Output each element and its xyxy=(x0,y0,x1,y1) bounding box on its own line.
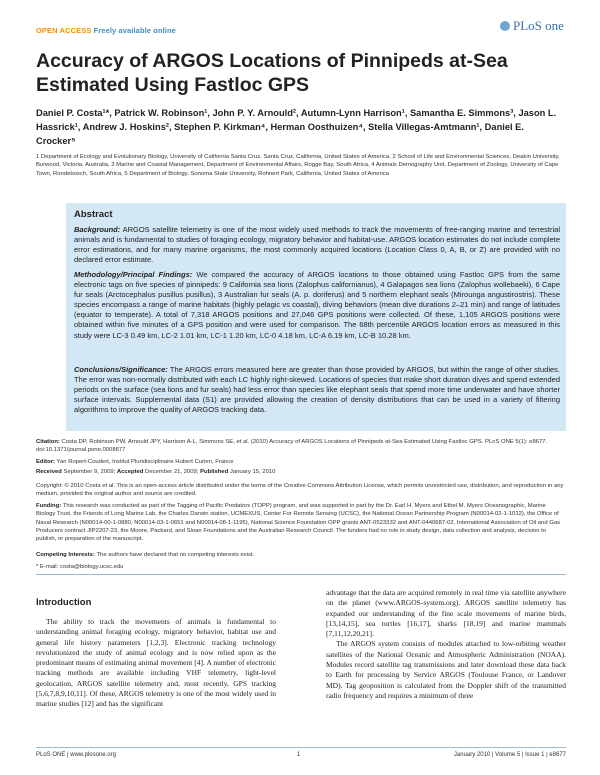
conclusions-text: The ARGOS errors measured here are greater than those provided by ARGOS, but within the range of other studies. The error was non-normally distributed with each LC highly right-skewed. Locations of species that make short duration dives and spend extended periods on the surface (sea lions and fur seals) had less error than species like elephant seals that spend more time underwater and have shorter surface intervals. Supplemental data (S1) are provided allowing the creation of density distributions that can be used in a variety of filtering algorithms to improve the quality of ARGOS tracking data. xyxy=(74,365,560,415)
introduction-heading: Introduction xyxy=(36,597,92,608)
intro-paragraph-continued: advantage that the data are acquired remotely in real time via satellite anywhere on the planet (www.ARGOS-system.org). ARGOS satellite telemetry has expanded our understanding of the fine scale movements of marine birds, [13,14,15], sea turtles [16,17], sharks [18,19] and marine mammals [7,11,12,20,21]. xyxy=(326,588,566,639)
open-access-banner xyxy=(36,26,176,35)
intro-column-left: The ability to track the movements of animals is fundamental to understanding animal foraging ecology, migratory behavior, habitat use and general life history parameters [1,2,3]. Electronic tracking technology revolutionized the study of animal ecology and is now relied upon as the predominant means of estimating animal movement [4]. A number of electronic tracking methods are available including VHF telemetry, light-level geolocation, ARGOS satellite telemetry and, most recently, GPS tracking [5,6,7,8,9,10,11]. Of these, ARGOS telemetry is one of the most widely used in marine studies [12] and has the significant xyxy=(36,617,276,709)
page-number: 1 xyxy=(297,752,301,758)
methods-text: We compared the accuracy of ARGOS locations to those obtained using Fastloc GPS from the same electronic tags on five species of pinnipeds: 9 California sea lions (Zalophus californianus), 4 Galapagos sea lions (Zalophus wollebaeki), 6 Cape fur seals (Arctocephalus pusillus pusillus), 3 Australian fur seals (A. p. doriferus) and 5 northern elephant seals (Mirounga angustirostris). These species encompass a range of marine habitats (highly pelagic vs coastal), diving behaviors (mean dive durations 2–21 min) and range of latitudes (equator to temperate). A total of 7,318 ARGOS positions and 27,046 GPS positions were collected. Of these, 1,105 ARGOS positions were obtained within five minutes of a GPS position and were used for comparison. The 68th percentile ARGOS location errors as measured in this study were LC-3 0.49 km, LC-2 1.01 km, LC-1 1.20 km, LC-0 4.18 km, LC-A 6.19 km, LC-B 10.28 km. xyxy=(74,270,561,340)
divider xyxy=(36,574,566,575)
editor-label: Editor: xyxy=(36,459,55,465)
intro-column-right xyxy=(326,588,566,701)
editor xyxy=(36,458,566,466)
editor-text: Yan Ropert-Coudert, Institut Pluridisciplinaire Hubert Curien, France xyxy=(54,459,234,465)
citation xyxy=(36,438,566,455)
dates xyxy=(36,468,566,476)
received-date: September 9, 2009; xyxy=(61,469,117,475)
funding-text: This research was conducted as part of the Tagging of Pacific Predators (TOPP) program, and was supported in part by the Dr. Earl H. Myers and Ethel M. Myers Oceanographic, Marine Biology Trust, the Friends of Long Marine Lab, the Charles Darwin station, UCMEXUS, Center For Remote Sensing (UCSC), the National Ocean Partnership Program (N00014-02-1-1012), the Office of Naval Research (N00014-00-1-0880, N00014-03-1-0651 and N00014-08-1-1195), National Science Foundation OPP grants ANT-0523332 and ANT-0440687-02, International Association of Oil and Gas Producers contract JIP2207-23, the Moore, Packard, and Sloan Foundations and the Australian Research Council. The funders had no role in study design, data collection and analysis, decision to publish, or preparation of the manuscript. xyxy=(36,503,561,543)
background-text: ARGOS satellite telemetry is one of the most widely used methods to track the movements of free-ranging marine and terrestrial animals and is fundamental to studies of foraging ecology, migratory behavior and habitat-use. ARGOS location estimates do not include complete error estimations, and for many marine organisms, the most commonly acquired locations (Location Class 0, A, B, or Z) are provided with no declared error estimate. xyxy=(74,225,560,265)
logo-dot-icon xyxy=(500,21,510,31)
abstract-heading: Abstract xyxy=(74,209,113,220)
citation-label: Citation: xyxy=(36,439,60,445)
accepted-date: December 21, 2009; xyxy=(143,469,201,475)
footer-journal: PLoS ONE | www.plosone.org xyxy=(36,752,116,758)
open-label: OPEN xyxy=(36,26,58,35)
plos-one-logo xyxy=(500,18,564,34)
footer-divider xyxy=(36,747,566,748)
competing-label: Competing Interests: xyxy=(36,552,95,558)
accepted-label: Accepted xyxy=(116,469,144,475)
free-available-label: Freely available online xyxy=(93,26,176,35)
published-date: January 15, 2010 xyxy=(228,469,276,475)
author-list: Daniel P. Costa¹*, Patrick W. Robinson¹, John P. Y. Arnould², Autumn-Lynn Harrison¹, Samantha E. Simmons³, Jason L. Hassrick¹, Andrew J. Hoskins², Stephen P. Kirkman⁴, Herman Oosthuizen⁴, Stella Villegas-Amtmann¹, Daniel E. Crocker⁵ xyxy=(36,108,557,146)
logo-text: PLoS one xyxy=(513,18,564,33)
funding xyxy=(36,502,566,543)
methods-label: Methodology/Principal Findings: xyxy=(74,270,193,279)
abstract-background xyxy=(74,225,560,265)
intro-paragraph-argos: The ARGOS system consists of modules attached to low-orbiting weather satellites of the National Oceanic and Atmospheric Administration (NOAA). Modules record satellite tag transmissions and later download these data back to Earth for processing by Service ARGOS (Toulouse France, or Landover MD). Tag geoposition is calculated from the Doppler shift of the transmitted radio frequency and requires a minimum of three xyxy=(326,639,566,700)
copyright: Copyright: © 2010 Costa et al. This is an open-access article distributed under the terms of the Creative Commons Attribution License, which permits unrestricted use, distribution, and reproduction in any medium, provided the original author and source are credited. xyxy=(36,483,564,498)
conclusions-label: Conclusions/Significance: xyxy=(74,365,168,374)
received-label: Received xyxy=(36,469,62,475)
published-label: Published xyxy=(200,469,229,475)
citation-text: Costa DP, Robinson PW, Arnould JPY, Harrison A-L, Simmons SE, et al. (2010) Accuracy of ARGOS Locations of Pinnipeds at-Sea Estimated Using Fastloc GPS. PLoS ONE 5(1): e8677. doi:10.1371/journal.pone.0008677 xyxy=(36,439,548,454)
footer-issue: January 2010 | Volume 5 | Issue 1 | e8677 xyxy=(453,752,566,758)
background-label: Background: xyxy=(74,225,121,234)
article-title: Accuracy of ARGOS Locations of Pinnipeds at-Sea Estimated Using Fastloc GPS xyxy=(36,50,508,96)
access-label: ACCESS xyxy=(59,26,92,35)
competing-interests xyxy=(36,551,566,559)
abstract-conclusions xyxy=(74,365,560,415)
competing-text: The authors have declared that no competing interests exist. xyxy=(94,552,255,558)
abstract-methods xyxy=(74,270,560,341)
affiliations: 1 Department of Ecology and Evolutionary Biology, University of California Santa Cruz, Santa Cruz, California, United States of America, 2 School of Life and Environmental Sciences, Deakin University, Burwood, Victoria, Australia, 3 Marine and Coastal Management, Department of Environmental Affairs, Rogge Bay, South Africa, 4 Animals Demography Unit, Department of Zoology, University of Cape Town, Rondebosch, South Africa, 5 Department of Biology, Sonoma State University, Rohnert Park, California, United States of America xyxy=(36,154,560,177)
funding-label: Funding: xyxy=(36,503,62,509)
corresponding-email[interactable]: * E-mail: costa@biology.ucsc.edu xyxy=(36,564,124,570)
